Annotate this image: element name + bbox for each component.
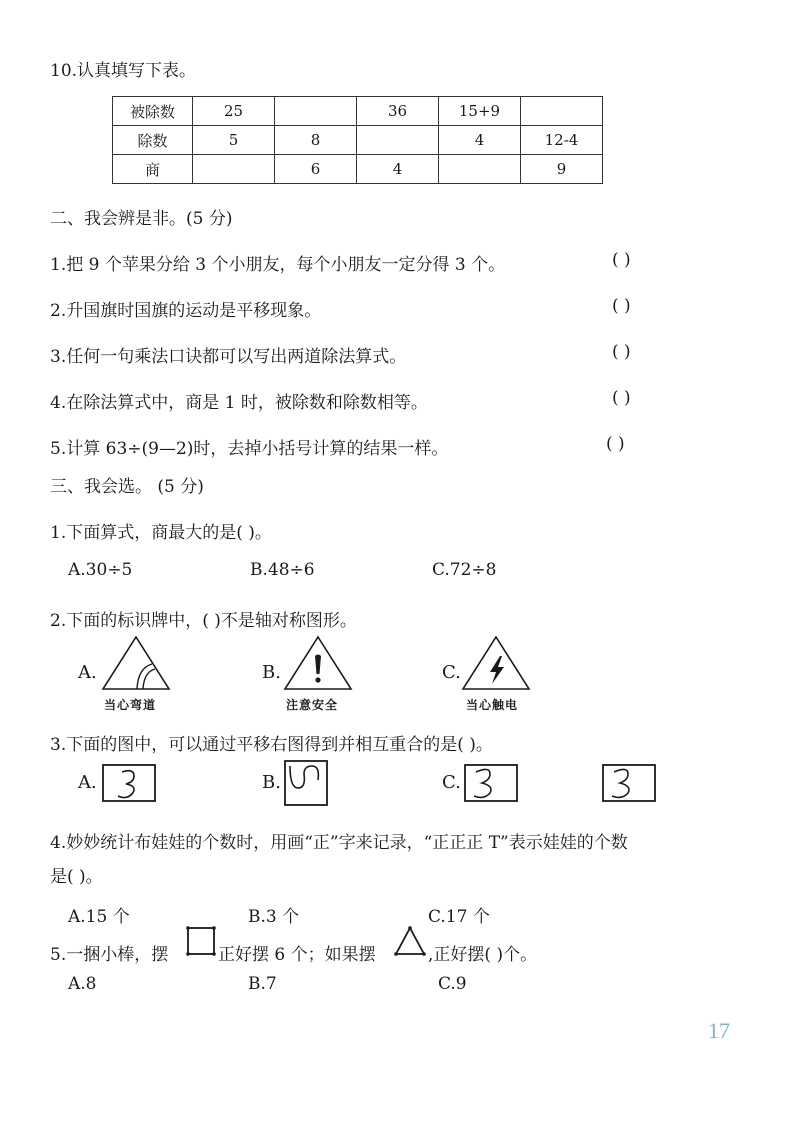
table-cell[interactable]: 4 bbox=[357, 155, 439, 184]
answer-paren[interactable]: ( ) bbox=[606, 434, 625, 454]
table-row bbox=[113, 155, 603, 184]
row-label: 商 bbox=[113, 155, 193, 184]
tf-item-3: 3.任何一句乘法口诀都可以写出两道除法算式。 bbox=[50, 347, 407, 367]
choice-option[interactable]: A.8 bbox=[68, 974, 97, 994]
option-letter[interactable]: B. bbox=[262, 772, 281, 793]
curve-sign-icon bbox=[100, 634, 172, 692]
choice-q5-stem-b: 正好摆 6 个；如果摆 bbox=[218, 945, 376, 965]
table-cell[interactable]: 9 bbox=[521, 155, 603, 184]
choice-option[interactable]: B.7 bbox=[248, 974, 277, 994]
answer-paren[interactable]: ( ) bbox=[612, 250, 631, 270]
section3-heading: 三、我会选。 (5 分) bbox=[50, 477, 204, 497]
option-letter[interactable]: C. bbox=[442, 772, 461, 793]
choice-option[interactable]: A.15 个 bbox=[68, 907, 130, 927]
reference-shape-icon bbox=[600, 762, 658, 804]
sign-caption: 当心弯道 bbox=[104, 698, 157, 712]
choice-q1-stem: 1.下面算式，商最大的是( )。 bbox=[50, 523, 272, 543]
choice-option[interactable]: C.72÷8 bbox=[432, 560, 497, 580]
choice-q3-stem: 3.下面的图中，可以通过平移右图得到并相互重合的是( )。 bbox=[50, 735, 493, 755]
shape-a-icon bbox=[100, 762, 158, 804]
choice-q2-stem: 2.下面的标识牌中，( )不是轴对称图形。 bbox=[50, 611, 357, 631]
table-cell[interactable] bbox=[357, 126, 439, 155]
section2-heading: 二、我会辨是非。(5 分) bbox=[50, 209, 233, 229]
sign-caption: 注意安全 bbox=[286, 698, 339, 712]
tf-item-2: 2.升国旗时国旗的运动是平移现象。 bbox=[50, 301, 322, 321]
table-cell[interactable] bbox=[193, 155, 275, 184]
choice-option[interactable]: B.3 个 bbox=[248, 907, 300, 927]
lightning-sign-icon bbox=[460, 634, 532, 692]
option-letter[interactable]: A. bbox=[78, 662, 97, 683]
shape-b-icon bbox=[282, 758, 330, 808]
choice-q5-stem-a: 5.一捆小棒，摆 bbox=[50, 945, 169, 965]
table-cell[interactable]: 6 bbox=[275, 155, 357, 184]
answer-paren[interactable]: ( ) bbox=[612, 296, 631, 316]
table-cell[interactable]: 12-4 bbox=[521, 126, 603, 155]
tf-item-4: 4.在除法算式中，商是 1 时，被除数和除数相等。 bbox=[50, 393, 428, 413]
tf-item-1: 1.把 9 个苹果分给 3 个小朋友，每个小朋友一定分得 3 个。 bbox=[50, 255, 506, 275]
table-cell[interactable]: 8 bbox=[275, 126, 357, 155]
option-letter[interactable]: C. bbox=[442, 662, 461, 683]
exclamation-sign-icon bbox=[282, 634, 354, 692]
answer-paren[interactable]: ( ) bbox=[612, 342, 631, 362]
fill-table bbox=[112, 96, 603, 184]
option-letter[interactable]: A. bbox=[78, 772, 97, 793]
choice-q4-stem-1: 4.妙妙统计布娃娃的个数时，用画“正”字来记录，“正正正 T”表示娃娃的个数 bbox=[50, 833, 628, 853]
table-cell[interactable]: 4 bbox=[439, 126, 521, 155]
sign-caption: 当心触电 bbox=[466, 698, 519, 712]
table-cell[interactable] bbox=[275, 97, 357, 126]
table-cell[interactable]: 36 bbox=[357, 97, 439, 126]
table-cell[interactable]: 25 bbox=[193, 97, 275, 126]
tf-item-5: 5.计算 63÷(9—2)时，去掉小括号计算的结果一样。 bbox=[50, 439, 449, 459]
table-row bbox=[113, 126, 603, 155]
choice-q4-stem-2: 是( )。 bbox=[50, 867, 103, 887]
option-letter[interactable]: B. bbox=[262, 662, 281, 683]
page-number: 17 bbox=[708, 1018, 730, 1043]
choice-option[interactable]: A.30÷5 bbox=[68, 560, 133, 580]
table-cell[interactable]: 15+9 bbox=[439, 97, 521, 126]
square-sticks-icon bbox=[184, 924, 218, 958]
table-cell[interactable] bbox=[521, 97, 603, 126]
table-cell[interactable] bbox=[439, 155, 521, 184]
choice-option[interactable]: C.9 bbox=[438, 974, 467, 994]
row-label: 被除数 bbox=[113, 97, 193, 126]
choice-option[interactable]: C.17 个 bbox=[428, 907, 490, 927]
table-row bbox=[113, 97, 603, 126]
shape-c-icon bbox=[462, 762, 520, 804]
table-cell[interactable]: 5 bbox=[193, 126, 275, 155]
triangle-sticks-icon bbox=[392, 924, 428, 958]
choice-option[interactable]: B.48÷6 bbox=[250, 560, 315, 580]
answer-paren[interactable]: ( ) bbox=[612, 388, 631, 408]
row-label: 除数 bbox=[113, 126, 193, 155]
q10-title: 10.认真填写下表。 bbox=[50, 61, 197, 81]
choice-q5-stem-c: ,正好摆( )个。 bbox=[428, 945, 538, 965]
